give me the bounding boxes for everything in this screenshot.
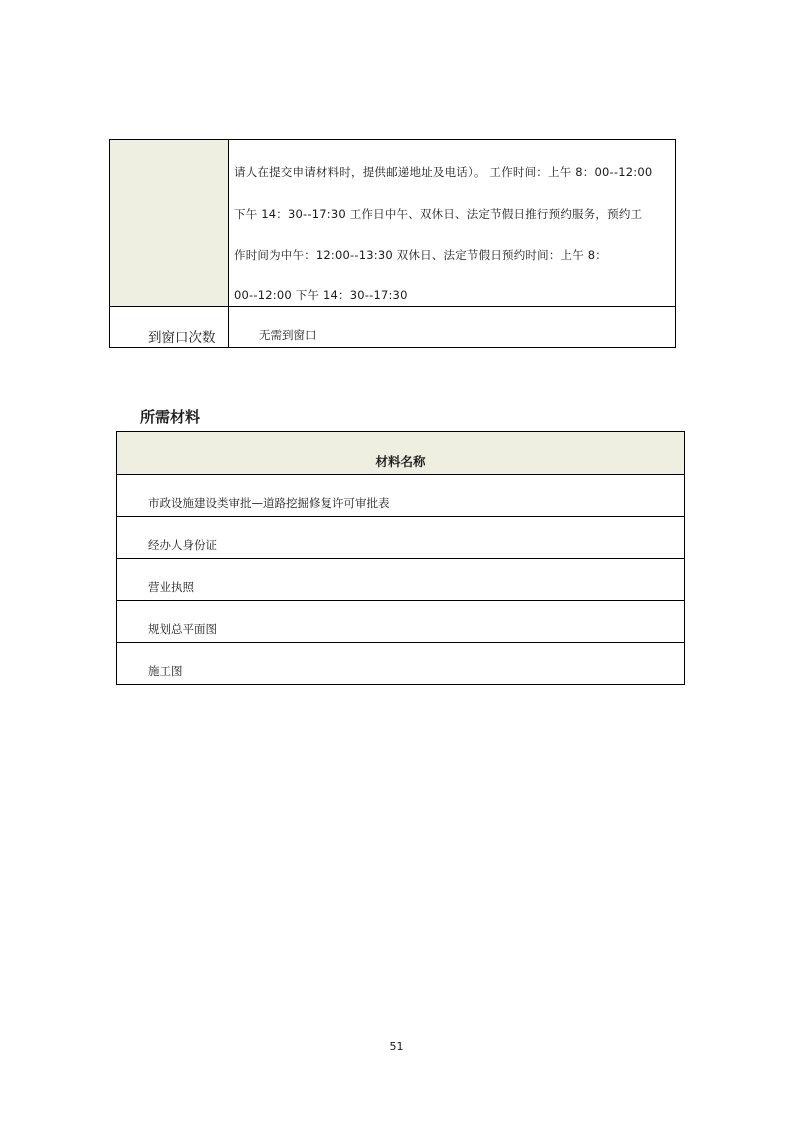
label-cell-shaded <box>110 140 228 307</box>
material-name-column-header: 材料名称 <box>375 454 426 469</box>
materials-section-title: 所需材料 <box>140 408 201 426</box>
table-row <box>117 601 684 643</box>
page-number: 51 <box>389 1040 404 1053</box>
column-divider <box>228 140 229 347</box>
material-item: 经办人身份证 <box>148 538 217 552</box>
material-item: 规划总平面图 <box>148 622 217 636</box>
material-item: 市政设施建设类审批—道路挖掘修复许可审批表 <box>148 496 390 510</box>
work-hours-line-1: 请人在提交申请材料时，提供邮递地址及电话）。 工作时间：上午 8：00--12:00 <box>234 165 653 179</box>
table-row <box>117 643 684 684</box>
work-hours-line-4: 00--12:00 下午 14：30--17:30 <box>234 288 408 302</box>
row-divider <box>110 306 675 307</box>
work-hours-line-3: 作时间为中午：12:00--13:30 双休日、法定节假日预约时间：上午 8： <box>234 248 608 262</box>
work-hours-line-2: 下午 14：30--17:30 工作日中午、双休日、法定节假日推行预约服务，预约工 <box>234 207 643 221</box>
visit-count-label: 到窗口次数 <box>148 330 216 346</box>
table-row <box>117 559 684 601</box>
table-row <box>117 475 684 517</box>
table-row <box>117 517 684 559</box>
info-table <box>109 139 676 348</box>
materials-table-header <box>117 432 684 475</box>
material-item: 施工图 <box>148 664 183 678</box>
visit-count-value: 无需到窗口 <box>259 328 317 342</box>
material-item: 营业执照 <box>148 580 194 594</box>
materials-table <box>116 431 685 685</box>
